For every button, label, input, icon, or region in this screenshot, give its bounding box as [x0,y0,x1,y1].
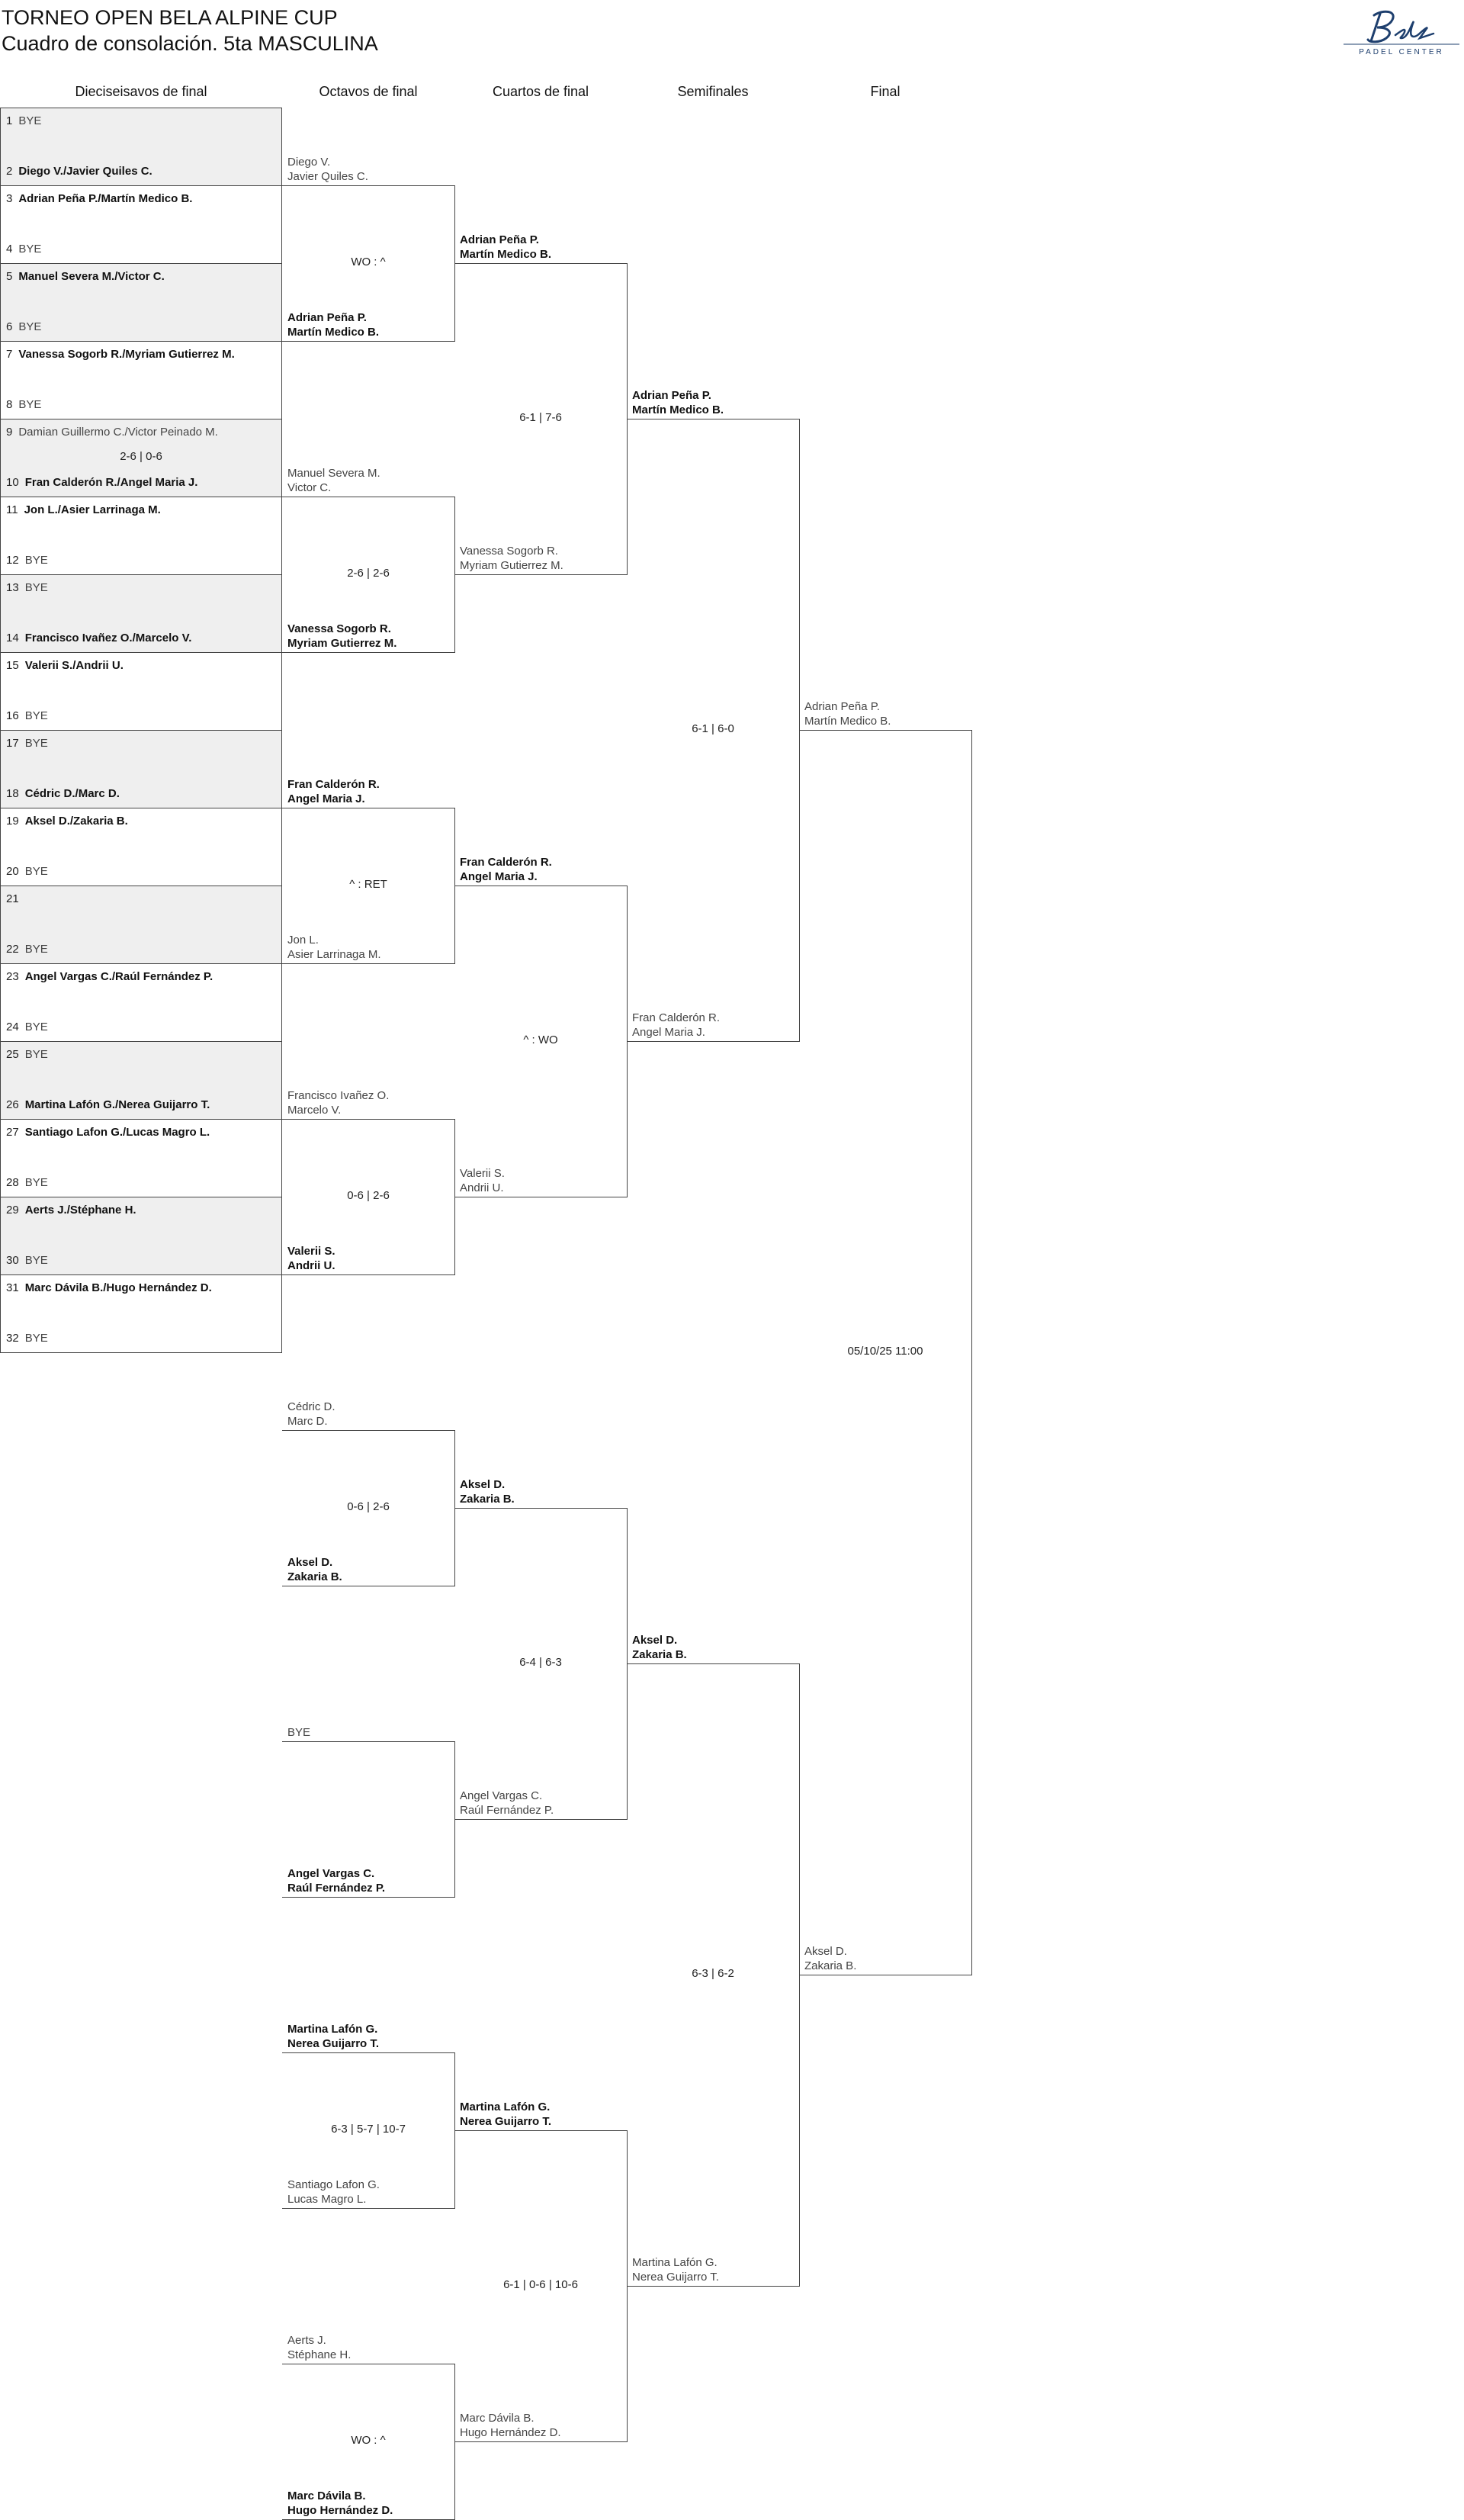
team-name: BYE [18,114,42,127]
player-name: Martín Medico B. [287,326,380,339]
r32-match [0,808,282,886]
r32-entry[interactable] [6,581,48,594]
r32-entry[interactable] [6,737,48,750]
team-entry[interactable] [460,855,552,884]
player-name: Lucas Magro L. [287,2193,367,2206]
team-entry[interactable] [460,233,551,262]
draw-number: 28 [6,1176,19,1189]
draw-number: 16 [6,709,19,722]
player-name: Zakaria B. [632,1648,687,1661]
r32-entry[interactable] [6,1204,136,1217]
player-name: Jon L. [287,934,319,947]
player-name: Andrii U. [460,1181,504,1194]
r32-match [0,1275,282,1353]
player-name: Stéphane H. [287,2348,352,2361]
svg-text:PADEL CENTER: PADEL CENTER [1359,48,1444,56]
team-name: BYE [24,1176,48,1189]
team-name: Martina Lafón G./Nerea Guijarro T. [24,1098,210,1111]
player-name: Angel Vargas C. [287,1867,375,1880]
match-score: 0-6 | 2-6 [347,1500,390,1513]
r32-entry[interactable] [6,554,48,567]
r32-entry[interactable] [6,165,152,178]
team-entry[interactable] [287,2022,379,2051]
draw-number: 20 [6,865,19,878]
player-name: Fran Calderón R. [460,856,552,869]
team-entry[interactable] [287,1866,385,1895]
player-name: Asier Larrinaga M. [287,948,381,961]
player-name: Vanessa Sogorb R. [287,622,391,635]
team-entry[interactable] [287,1725,310,1740]
player-name: Adrian Peña P. [632,389,711,402]
match-score: ^ : RET [349,878,387,891]
r32-entry[interactable] [6,503,161,516]
team-name: Angel Vargas C./Raúl Fernández P. [24,970,214,983]
team-entry[interactable] [287,1088,389,1117]
team-entry[interactable] [804,699,891,728]
team-name: Santiago Lafon G./Lucas Magro L. [24,1126,210,1139]
team-entry[interactable] [460,1789,554,1818]
r32-entry[interactable] [6,1021,48,1033]
r32-entry[interactable] [6,892,25,905]
player-name: Victor C. [287,481,332,494]
draw-number: 10 [6,476,19,489]
team-name: BYE [24,709,48,722]
team-entry[interactable] [632,2255,719,2284]
team-entry[interactable] [632,1633,687,1662]
draw-subtitle: Cuadro de consolación. 5ta MASCULINA [2,32,378,55]
player-name: Marc D. [287,1415,328,1428]
draw-number: 12 [6,554,19,567]
player-name: Angel Maria J. [287,792,365,805]
team-name: Cédric D./Marc D. [24,787,120,800]
r32-entry[interactable] [6,192,192,205]
player-name: Valerii S. [460,1167,505,1180]
team-name: BYE [24,943,48,956]
draw-number: 6 [6,320,13,333]
player-name: Andrii U. [287,1259,336,1272]
player-name: Martina Lafón G. [287,2023,378,2036]
team-name: Diego V./Javier Quiles C. [18,165,152,178]
draw-number: 24 [6,1021,19,1033]
team-name: BYE [24,737,48,750]
r32-match [0,342,282,419]
player-name: Hugo Hernández D. [287,2504,393,2517]
player-name: Martina Lafón G. [460,2101,551,2113]
player-name: Myriam Gutierrez M. [460,559,563,572]
r32-match [0,419,282,497]
round-header-4: Semifinales [677,84,749,99]
bela-padel-logo [1337,5,1463,58]
match-score: 6-3 | 5-7 | 10-7 [331,2123,406,2136]
r32-entry[interactable] [6,348,235,361]
team-entry[interactable] [287,2333,351,2362]
player-name: Martín Medico B. [804,715,891,728]
draw-number: 8 [6,398,13,411]
r32-entry[interactable] [6,114,41,127]
team-entry[interactable] [460,2411,561,2440]
player-name: Aerts J. [287,2334,326,2347]
draw-number: 27 [6,1126,19,1139]
player-name: Angel Maria J. [632,1026,705,1039]
draw-number: 31 [6,1281,19,1294]
match-score: 6-1 | 7-6 [519,411,562,424]
draw-number: 22 [6,943,19,956]
match-score: 6-1 | 0-6 | 10-6 [503,2278,578,2291]
team-name: BYE [24,581,48,594]
draw-number: 29 [6,1204,19,1217]
team-name: Francisco Ivañez O./Marcelo V. [24,632,192,644]
draw-number: 2 [6,165,13,178]
r32-match [0,108,282,186]
player-name: Martín Medico B. [460,248,552,261]
match-score: WO : ^ [351,256,386,268]
team-name: Adrian Peña P./Martín Medico B. [18,192,193,205]
player-name: Vanessa Sogorb R. [460,545,558,558]
draw-number: 11 [6,503,18,516]
match-score: ^ : WO [523,1033,558,1046]
r32-match [0,264,282,342]
team-name: Marc Dávila B./Hugo Hernández D. [24,1281,212,1294]
player-name: Aksel D. [287,1556,333,1569]
player-name: Hugo Hernández D. [460,2426,561,2439]
draw-number: 18 [6,787,19,800]
r32-match [0,964,282,1042]
draw-number: 9 [6,426,13,439]
r32-entry[interactable] [6,398,41,411]
player-name: Marcelo V. [287,1104,342,1117]
player-name: Nerea Guijarro T. [287,2037,380,2050]
r32-match [0,886,282,964]
player-name: Zakaria B. [460,1493,515,1506]
draw-number: 1 [6,114,13,127]
team-name: Aerts J./Stéphane H. [24,1204,136,1217]
r32-entry[interactable] [6,270,165,283]
r32-entry[interactable] [6,320,41,333]
team-entry[interactable] [287,2489,393,2518]
team-entry[interactable] [287,933,381,962]
player-name: Aksel D. [460,1478,506,1491]
r32-entry[interactable] [6,426,218,439]
team-entry[interactable] [287,155,368,184]
round-header-1: Dieciseisavos de final [75,84,207,99]
r32-entry[interactable] [6,1048,48,1061]
team-entry[interactable] [632,1011,720,1040]
r32-entry[interactable] [6,970,213,983]
match-score: 05/10/25 11:00 [847,1345,923,1358]
player-name: Aksel D. [804,1945,847,1958]
team-name: Fran Calderón R./Angel Maria J. [24,476,198,489]
match-score: 6-4 | 6-3 [519,1656,562,1669]
team-entry[interactable] [804,1944,856,1973]
match-score: 2-6 | 0-6 [120,450,162,463]
r32-entry[interactable] [6,787,120,800]
draw-number: 13 [6,581,19,594]
draw-number: 21 [6,892,19,905]
player-name: Raúl Fernández P. [287,1882,386,1895]
player-name: Adrian Peña P. [460,233,539,246]
player-name: Raúl Fernández P. [460,1804,554,1817]
r32-entry[interactable] [6,1281,212,1294]
team-entry[interactable] [287,777,380,806]
match-score: WO : ^ [351,2434,386,2447]
r32-match [0,575,282,653]
team-entry[interactable] [287,2178,380,2207]
r32-entry[interactable] [6,865,48,878]
player-name: Martín Medico B. [632,403,724,416]
match-score: 6-3 | 6-2 [692,1967,734,1980]
r32-match [0,497,282,575]
team-entry[interactable] [460,1166,505,1195]
round-header-3: Cuartos de final [492,84,589,99]
team-name: BYE [18,398,42,411]
r32-entry[interactable] [6,1126,210,1139]
draw-number: 5 [6,270,13,283]
team-entry[interactable] [287,310,379,339]
draw-number: 14 [6,632,19,644]
r32-match [0,653,282,731]
team-name: BYE [24,865,48,878]
player-name: Zakaria B. [287,1570,342,1583]
r32-entry[interactable] [6,476,197,489]
match-score: 2-6 | 2-6 [347,567,390,580]
player-name: Adrian Peña P. [804,700,880,713]
r32-entry[interactable] [6,243,41,256]
r32-match [0,1042,282,1120]
round-header-5: Final [870,84,901,99]
team-entry[interactable] [460,2100,551,2129]
match-score: 0-6 | 2-6 [347,1189,390,1202]
draw-number: 19 [6,815,19,828]
r32-entry[interactable] [6,1332,48,1345]
team-entry[interactable] [460,544,563,573]
player-name: Angel Maria J. [460,870,538,883]
team-entry[interactable] [287,1555,342,1584]
tournament-title: TORNEO OPEN BELA ALPINE CUP [2,6,338,29]
match-score: 6-1 | 6-0 [692,722,734,735]
team-entry[interactable] [460,1477,515,1506]
player-name: BYE [287,1726,311,1739]
draw-number: 3 [6,192,13,205]
r32-entry[interactable] [6,1098,210,1111]
player-name: Santiago Lafon G. [287,2178,380,2191]
team-name: BYE [24,554,48,567]
r32-entry[interactable] [6,943,48,956]
draw-number: 26 [6,1098,19,1111]
team-name: Aksel D./Zakaria B. [24,815,128,828]
team-entry[interactable] [287,1244,336,1273]
team-name: BYE [18,243,42,256]
team-name: BYE [24,1048,48,1061]
team-name: Vanessa Sogorb R./Myriam Gutierrez M. [18,348,235,361]
draw-number: 32 [6,1332,19,1345]
player-name: Javier Quiles C. [287,170,368,183]
player-name: Zakaria B. [804,1959,857,1972]
player-name: Adrian Peña P. [287,311,367,324]
team-name: Manuel Severa M./Victor C. [18,270,165,283]
team-name: BYE [24,1021,48,1033]
player-name: Francisco Ivañez O. [287,1089,390,1102]
team-name: Jon L./Asier Larrinaga M. [24,503,161,516]
draw-number: 23 [6,970,19,983]
r32-match [0,1120,282,1197]
team-name: BYE [18,320,42,333]
player-name: Marc Dávila B. [287,2489,366,2502]
player-name: Valerii S. [287,1245,336,1258]
r32-entry[interactable] [6,709,48,722]
player-name: Manuel Severa M. [287,467,380,480]
player-name: Nerea Guijarro T. [632,2271,719,2284]
r32-entry[interactable] [6,1176,48,1189]
player-name: Fran Calderón R. [287,778,380,791]
player-name: Fran Calderón R. [632,1011,721,1024]
r32-match [0,731,282,808]
draw-number: 25 [6,1048,19,1061]
r32-entry[interactable] [6,1254,48,1267]
team-name: BYE [24,1332,48,1345]
player-name: Diego V. [287,156,331,169]
r32-match [0,1197,282,1275]
team-entry[interactable] [287,622,396,651]
player-name: Aksel D. [632,1634,678,1647]
team-name: Damian Guillermo C./Victor Peinado M. [18,426,218,439]
team-name: Valerii S./Andrii U. [24,659,124,672]
round-header-2: Octavos de final [319,84,418,99]
player-name: Martina Lafón G. [632,2256,718,2269]
team-entry[interactable] [632,388,724,417]
team-entry[interactable] [287,466,380,495]
r32-entry[interactable] [6,815,128,828]
player-name: Myriam Gutierrez M. [287,637,397,650]
draw-number: 17 [6,737,19,750]
draw-number: 4 [6,243,13,256]
draw-number: 30 [6,1254,19,1267]
player-name: Angel Vargas C. [460,1789,543,1802]
player-name: Cédric D. [287,1400,336,1413]
player-name: Nerea Guijarro T. [460,2115,552,2128]
r32-entry[interactable] [6,632,191,644]
r32-match [0,186,282,264]
player-name: Marc Dávila B. [460,2412,535,2425]
r32-entry[interactable] [6,659,124,672]
team-entry[interactable] [287,1400,336,1429]
draw-number: 15 [6,659,19,672]
team-name: BYE [24,1254,48,1267]
draw-number: 7 [6,348,13,361]
